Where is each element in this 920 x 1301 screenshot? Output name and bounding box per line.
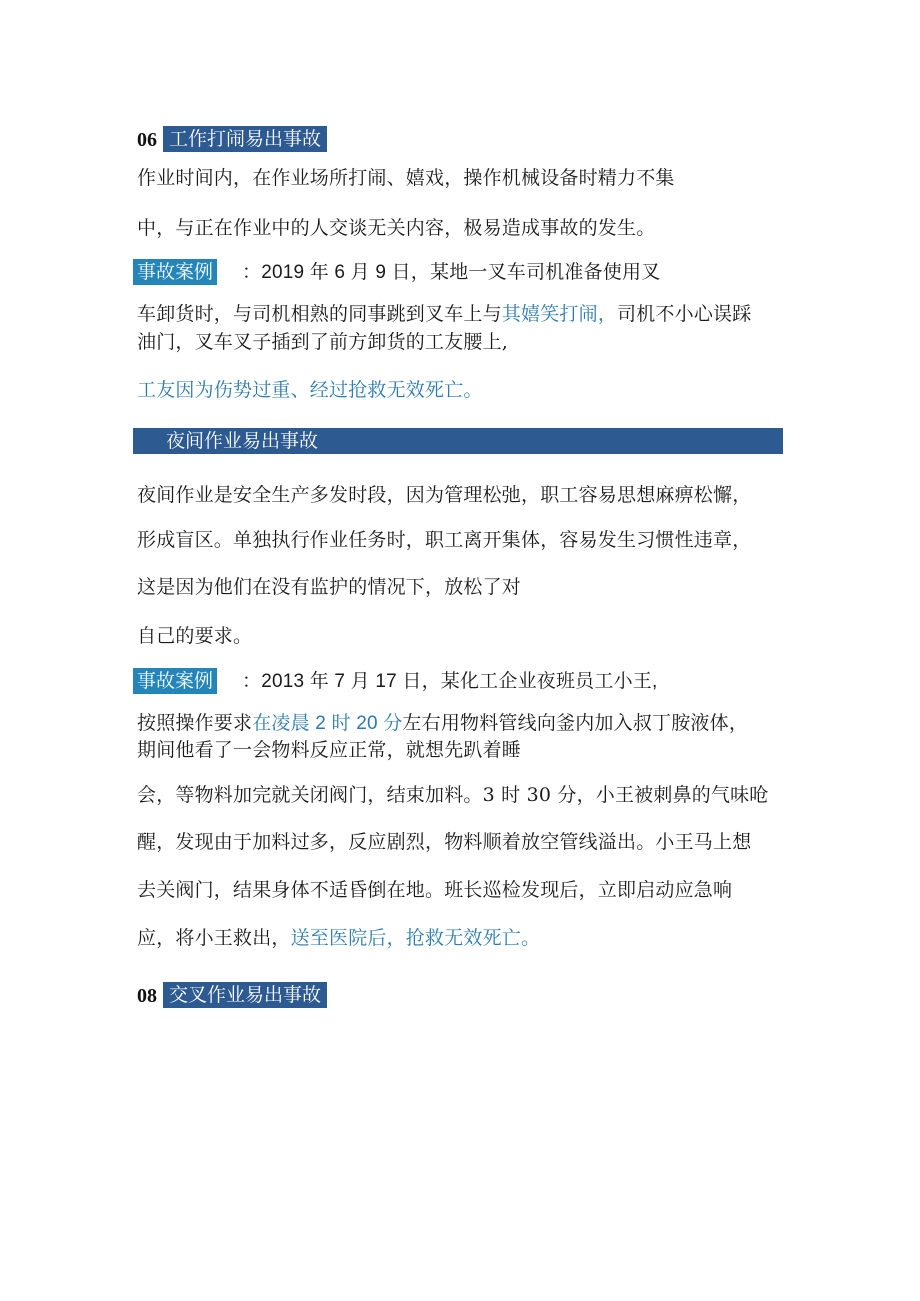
case-06-outcome-highlight: 工友因为伤势过重、经过抢救无效死亡。 xyxy=(137,379,483,401)
section-07-paragraph-line: 形成盲区。单独执行作业任务时，职工离开集体，容易发生习惯性违章， xyxy=(137,529,752,551)
case-07-text: 按照操作要求 xyxy=(137,712,253,734)
section-07-paragraph-line: 这是因为他们在没有监护的情况下，放松了对 xyxy=(137,576,522,598)
case-07-text: 左右用物料管线向釜内加入叔丁胺液体， xyxy=(402,712,749,734)
case-06-highlight: 其嬉笑打闹， xyxy=(501,303,618,325)
section-07-paragraph-line: 夜间作业是安全生产多发时段，因为管理松弛，职工容易思想麻痹松懈， xyxy=(137,484,752,506)
section-08-title: 交叉作业易出事故 xyxy=(163,982,327,1008)
case-06-line xyxy=(137,302,751,326)
case-07-date-text: ：2013 年 7 月 17 日，某化工企业夜班员工小王, xyxy=(242,671,658,692)
case-07-line: 去关阀门，结果身体不适昏倒在地。班长巡检发现后，立即启动应急响 xyxy=(137,879,733,901)
case-07-line: 醒，发现由于加料过多，反应剧烈，物料顺着放空管线溢出。小王马上想 xyxy=(137,831,752,853)
section-06-title: 工作打闹易出事故 xyxy=(163,126,327,152)
section-07-paragraph-line: 自己的要求。 xyxy=(137,625,253,647)
case-06-text: 司机不小心误踩 xyxy=(617,303,752,325)
case-07-text: 应，将小王救出， xyxy=(137,927,291,949)
case-label-badge: 事故案例 xyxy=(133,259,217,285)
section-07-title-band: 夜间作业易出事故 xyxy=(133,428,783,454)
case-07-line xyxy=(242,669,657,694)
case-06-line xyxy=(242,260,660,285)
section-06-paragraph-line: 作业时间内，在作业场所打闹、嬉戏，操作机械设备时精力不集 xyxy=(137,167,675,189)
case-07-time-highlight: 在凌晨 2 时 20 分 xyxy=(252,713,403,734)
case-07-line xyxy=(137,711,748,736)
case-07-line: 期间他看了一会物料反应正常，就想先趴着睡 xyxy=(137,739,522,761)
section-08-number: 08 xyxy=(137,985,157,1007)
case-06-date-text: ：2019 年 6 月 9 日，某地一叉车司机准备使用叉 xyxy=(242,262,661,283)
case-07-line xyxy=(137,926,540,950)
case-06-text: 车卸货时，与司机相熟的同事跳到叉车上与 xyxy=(137,303,502,325)
section-06-number: 06 xyxy=(137,129,157,151)
section-06-paragraph-line: 中，与正在作业中的人交谈无关内容，极易造成事故的发生。 xyxy=(137,217,656,239)
case-06-line: 油门，叉车叉子插到了前方卸货的工友腰上, xyxy=(137,331,509,353)
case-07-line: 会，等物料加完就关闭阀门，结束加料。3 时 30 分，小王被刺鼻的气味呛 xyxy=(137,784,769,806)
case-07-outcome-highlight: 送至医院后，抢救无效死亡。 xyxy=(290,927,541,949)
case-label-badge: 事故案例 xyxy=(133,668,217,694)
